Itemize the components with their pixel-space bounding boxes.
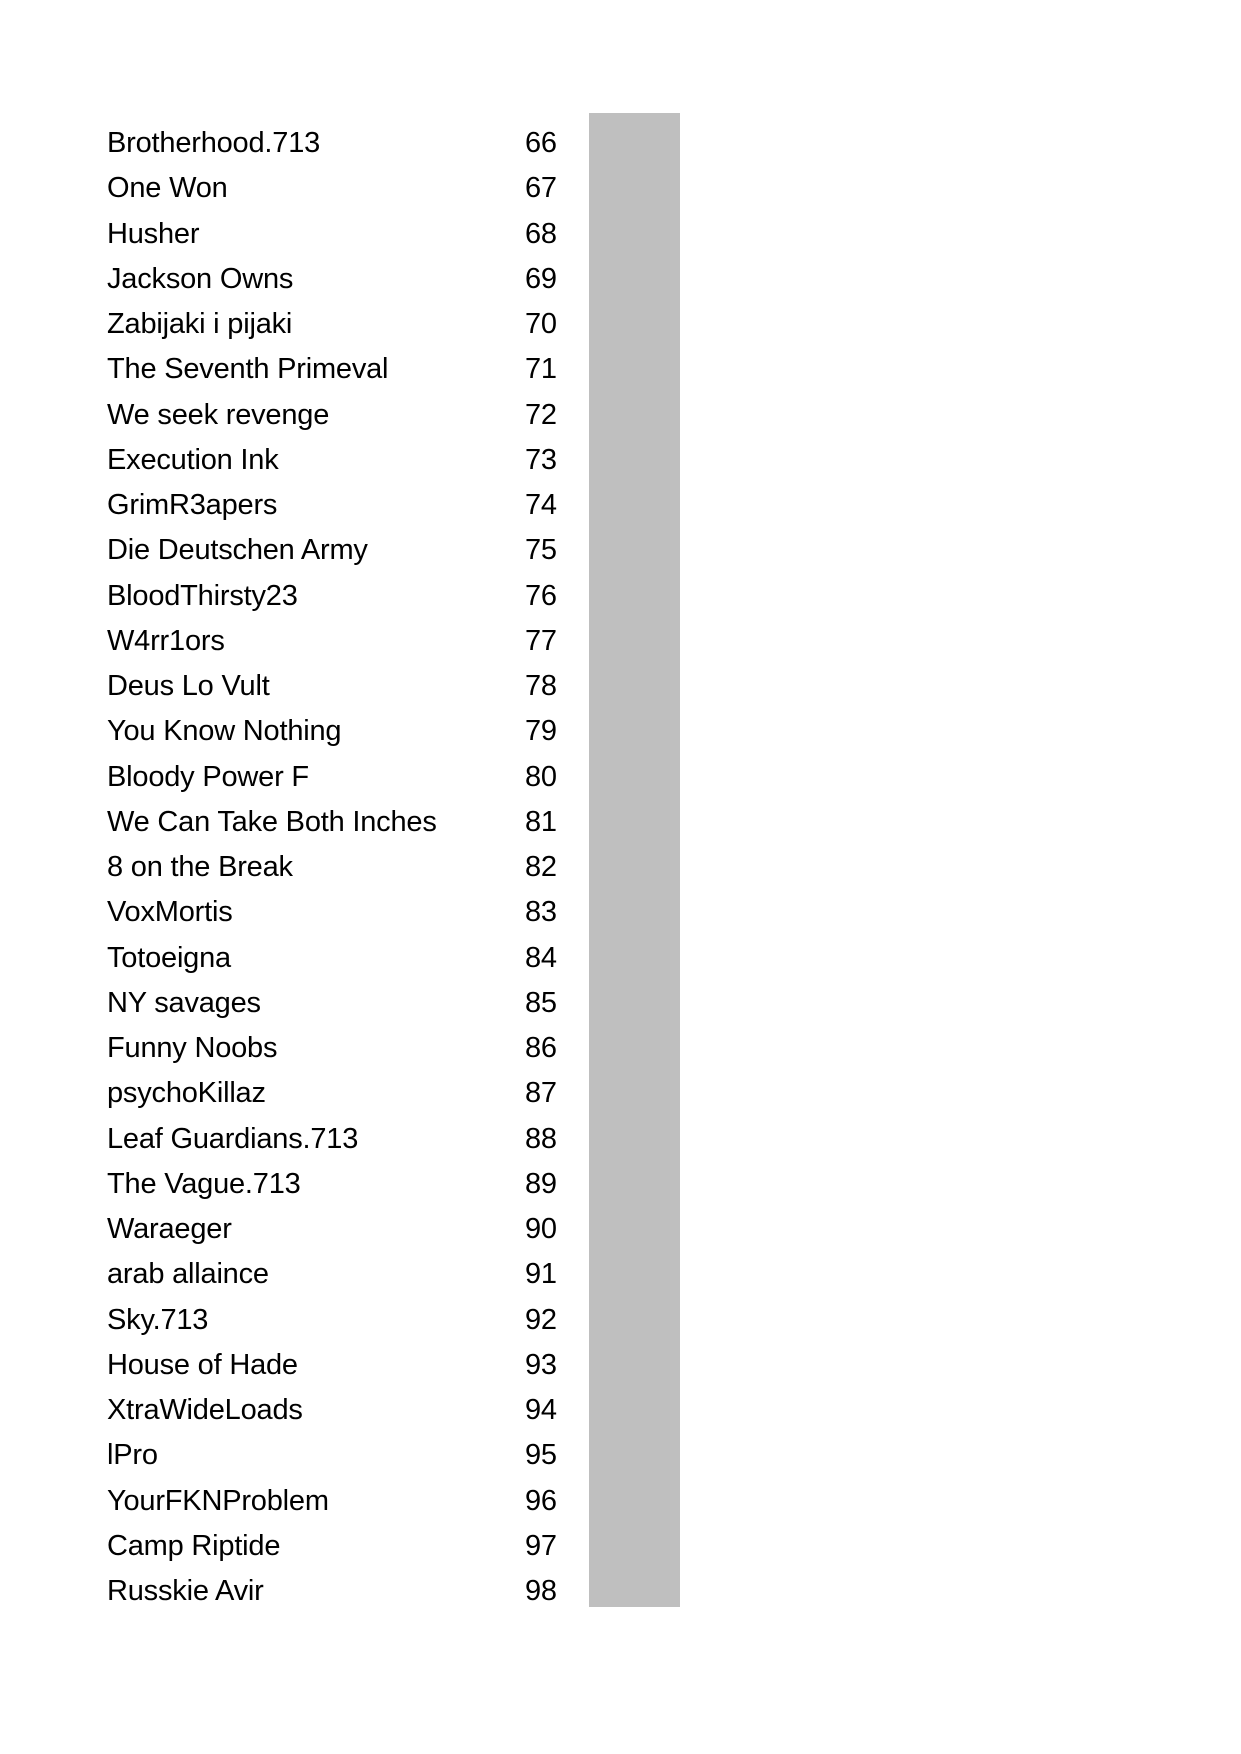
list-item: [107, 166, 557, 211]
list-item: [107, 121, 557, 166]
list-item: [107, 981, 557, 1026]
team-rank: 70: [525, 308, 557, 341]
team-name: Camp Riptide: [107, 1529, 281, 1562]
team-name: Funny Noobs: [107, 1032, 278, 1065]
team-name: One Won: [107, 172, 228, 205]
team-rank: 85: [525, 986, 557, 1019]
team-name: VoxMortis: [107, 896, 233, 929]
list-item: [107, 1026, 557, 1071]
list-item: [107, 257, 557, 302]
list-item: [107, 619, 557, 664]
team-rank: 96: [525, 1484, 557, 1517]
team-rank: 93: [525, 1348, 557, 1381]
list-item: [107, 1252, 557, 1297]
list-item: [107, 438, 557, 483]
team-rank: 66: [525, 127, 557, 160]
team-name: You Know Nothing: [107, 715, 342, 748]
list-item: [107, 1388, 557, 1433]
team-rank: 67: [525, 172, 557, 205]
team-name: Deus Lo Vult: [107, 670, 270, 703]
team-rank: 68: [525, 217, 557, 250]
team-rank: 69: [525, 262, 557, 295]
team-rank: 86: [525, 1032, 557, 1065]
team-rank: 77: [525, 624, 557, 657]
list-item: [107, 212, 557, 257]
team-rank: 83: [525, 896, 557, 929]
team-name: The Vague.713: [107, 1167, 301, 1200]
list-item: [107, 1479, 557, 1524]
team-rank: 94: [525, 1394, 557, 1427]
team-rank: 91: [525, 1258, 557, 1291]
team-name: Russkie Avir: [107, 1575, 264, 1608]
team-rank: 87: [525, 1077, 557, 1110]
team-name: Leaf Guardians.713: [107, 1122, 359, 1155]
team-rank: 73: [525, 443, 557, 476]
team-rank: 71: [525, 353, 557, 386]
team-rank: 80: [525, 760, 557, 793]
list-item: [107, 1524, 557, 1569]
team-name: YourFKNProblem: [107, 1484, 329, 1517]
team-list: [107, 121, 557, 1614]
team-rank: 75: [525, 534, 557, 567]
gray-placeholder-bar: [589, 113, 680, 1607]
list-item: [107, 1071, 557, 1116]
list-item: [107, 800, 557, 845]
team-name: GrimR3apers: [107, 489, 278, 522]
list-item: [107, 936, 557, 981]
team-name: House of Hade: [107, 1348, 298, 1381]
team-rank: 81: [525, 805, 557, 838]
team-rank: 74: [525, 489, 557, 522]
team-name: lPro: [107, 1439, 158, 1472]
list-item: [107, 574, 557, 619]
list-item: [107, 890, 557, 935]
list-item: [107, 483, 557, 528]
team-name: We Can Take Both Inches: [107, 805, 437, 838]
team-name: NY savages: [107, 986, 261, 1019]
team-name: Bloody Power F: [107, 760, 309, 793]
team-name: psychoKillaz: [107, 1077, 266, 1110]
team-name: Execution Ink: [107, 443, 279, 476]
team-rank: 82: [525, 851, 557, 884]
list-item: [107, 1162, 557, 1207]
team-name: W4rr1ors: [107, 624, 225, 657]
team-rank: 89: [525, 1167, 557, 1200]
team-name: arab allaince: [107, 1258, 269, 1291]
team-rank: 95: [525, 1439, 557, 1472]
team-rank: 78: [525, 670, 557, 703]
team-rank: 88: [525, 1122, 557, 1155]
team-rank: 79: [525, 715, 557, 748]
team-rank: 98: [525, 1575, 557, 1608]
team-name: Jackson Owns: [107, 262, 294, 295]
list-item: [107, 528, 557, 573]
list-item: [107, 347, 557, 392]
team-name: XtraWideLoads: [107, 1394, 303, 1427]
team-name: The Seventh Primeval: [107, 353, 389, 386]
team-name: BloodThirsty23: [107, 579, 298, 612]
list-item: [107, 1343, 557, 1388]
list-item: [107, 1207, 557, 1252]
team-rank: 97: [525, 1529, 557, 1562]
list-item: [107, 845, 557, 890]
team-name: We seek revenge: [107, 398, 330, 431]
list-item: [107, 302, 557, 347]
team-name: Waraeger: [107, 1213, 232, 1246]
team-name: 8 on the Break: [107, 851, 293, 884]
team-rank: 76: [525, 579, 557, 612]
team-name: Totoeigna: [107, 941, 231, 974]
list-item: [107, 1117, 557, 1162]
list-item: [107, 755, 557, 800]
team-rank: 72: [525, 398, 557, 431]
team-rank: 84: [525, 941, 557, 974]
list-item: [107, 1298, 557, 1343]
team-name: Zabijaki i pijaki: [107, 308, 293, 341]
team-name: Brotherhood.713: [107, 127, 321, 160]
team-name: Husher: [107, 217, 200, 250]
team-rank: 92: [525, 1303, 557, 1336]
list-item: [107, 1569, 557, 1614]
team-name: Sky.713: [107, 1303, 209, 1336]
list-item: [107, 664, 557, 709]
team-name: Die Deutschen Army: [107, 534, 368, 567]
list-item: [107, 709, 557, 754]
list-item: [107, 1433, 557, 1478]
list-item: [107, 393, 557, 438]
team-rank: 90: [525, 1213, 557, 1246]
